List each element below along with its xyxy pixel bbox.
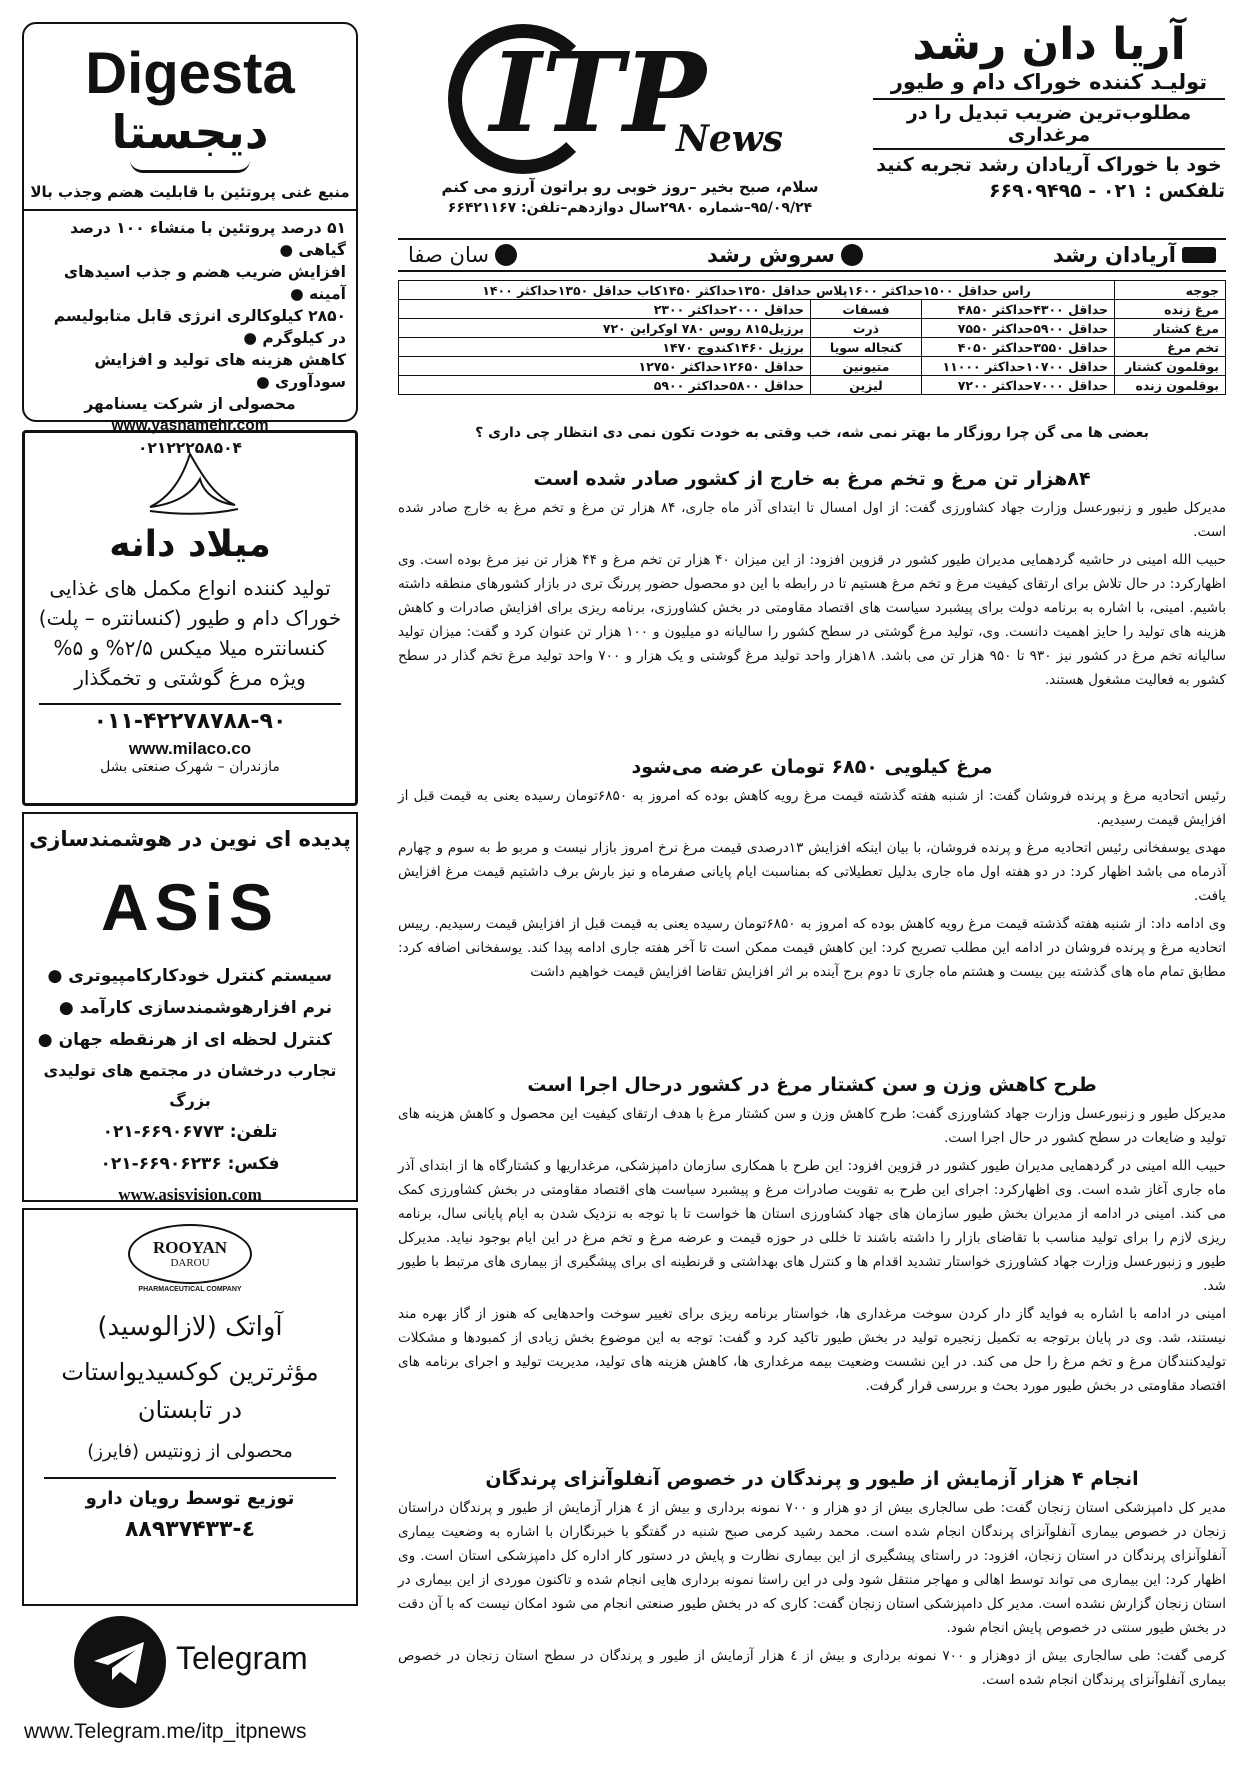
price-label: مرغ زنده [1115, 300, 1226, 319]
company-fax: تلفکس : ۰۲۱ - ۶۶۹۰۹۴۹۵ [988, 180, 1225, 202]
table-row [399, 357, 1226, 376]
asis-experience: تجارب درخشان در مجتمع های تولیدی بزرگ [43, 1061, 337, 1110]
soroush-logo-icon [841, 244, 863, 266]
price-value: حداقل ۷۰۰۰حداکثر ۷۲۰۰ [922, 376, 1115, 395]
article-paragraph: رئیس اتحادیه مرغ و پرنده فروشان گفت: از شنبه هفته گذشته قیمت مرغ رویه کاهش بوده که امروز به ۶۸۵۰تومان رسیده یعنی به قیمت قبل از افزایش قیمت رسیدیم. [398, 788, 1226, 828]
greeting-line: سلام، صبح بخیر –روز خوبی رو براتون آرزو می کنم [441, 178, 819, 196]
digesta-logo-fa: دیجستا [111, 105, 269, 159]
article-3 [398, 1074, 1226, 1398]
article-paragraph: حبیب الله امینی در حاشیه گردهمایی مدیران طیور کشور در قزوین افزود: از این میزان ۴۰ هزار تن تخم مرغ و ۴۴ هزار تن نیز مرغ بوده است. وی اظهارکرد: در حال تلاش برای ارتقای کیفیت مرغ و تخم مرغ هستیم تا در رابطه با این دو محصول حضور پررنگ تری در بازار کشورهای منطقه داشته باشیم. امینی، با اشاره به برنامه دولت برای پیشبرد سیاست های اقتصاد مقاومتی در بخش کشاورزی، برنامه ریزی برای افزایش صادرات و کاهش هزینه های تولید را حایز اهمیت دانست. وی، تولید مرغ گوشتی در سطح کشور را سالیانه دو میلیون و ۱۰۰ هزار تن عنوان کرد و گفت: میزان تولید سالیانه تخم مرغ در کشور نیز ۹۳۰ تا ۹۵۰ هزار تن می باشد. ۱۸هزار واحد تولید مرغ گوشتی و یک هزار و ۷۰۰ واحد تولید مرغ تخم گذار در سطح کشور به فعالیت مشغول هستند. [398, 552, 1227, 688]
article-paragraph: مدیرکل طیور و زنبورعسل وزارت جهاد کشاورزی گفت: از اول امسال تا ابتدای آذر ماه جاری، ۸۴ هزار تن مرغ و تخم مرغ به خارج صادر شده است. [398, 500, 1226, 540]
slogan-line-1: مطلوب‌ترین ضریب تبدیل را در مرغداری [873, 98, 1225, 150]
asis-fax: فکس: ۶۶۹۰۶۲۳۶-۰۲۱ [100, 1154, 280, 1174]
asis-bullet: نرم افزارهوشمندسازی کارآمد ● [24, 992, 332, 1024]
price-value: برزیل۸۱۵ روس ۷۸۰ اوکراین ۷۲۰ [399, 319, 811, 338]
telegram-icon [72, 1614, 168, 1710]
price-label: تخم مرغ [1115, 338, 1226, 357]
table-row [399, 300, 1226, 319]
logo-news: News [676, 118, 784, 160]
milad-url[interactable]: www.milaco.co [128, 739, 252, 758]
rooyan-maker: محصولی از زونتیس (فایرز) [87, 1441, 293, 1462]
aryadan-logo-icon [1182, 247, 1216, 263]
sponsor-soroush: سروش رشد [707, 243, 863, 267]
article-paragraph: وی ادامه داد: از شنبه هفته گذشته قیمت مرغ رویه کاهش بوده که امروز به ۶۸۵۰تومان رسیده یعنی به قیمت قبل از افزایش قیمت رسیدیم. رییس اتحادیه مرغ و پرنده فروشان در ادامه این مطلب تصریح کرد: این کاهش قیمت ممکن است تا آخر هفته جاری ادامه پیدا کند. یوسفخانی اضافه کرد: مطابق تمام ماه های گذشته بین بیست و هشتم ماه جاری تا دوم برج آینده بر اثر افزایش تقاضا افزایش قیمت خواهیم داشت [398, 916, 1226, 980]
itp-news-logo [440, 20, 840, 180]
price-label: بوقلمون زنده [1115, 376, 1226, 395]
price-table [398, 280, 1226, 395]
rooyan-logo-tag: PHARMACEUTICAL COMPANY [138, 1286, 242, 1293]
sponsor-aryadan: آریادان رشد [1053, 243, 1216, 267]
ad-asis [22, 812, 358, 1202]
rooyan-distribution: توزیع توسط رویان دارو [85, 1488, 295, 1509]
sansafa-logo-icon [495, 244, 517, 266]
table-row [399, 319, 1226, 338]
milad-desc-2: خوراک دام و طیور (کنسانتره – پلت) [38, 606, 342, 630]
digesta-bullet: ۵۱ درصد پروتئین با منشاء ۱۰۰ درصد گیاهی ● [34, 217, 346, 261]
digesta-bullet: افزایش ضریب هضم و جذب اسیدهای آمینه ● [34, 261, 346, 305]
rooyan-logo-sub: DAROU [170, 1257, 210, 1269]
article-title: ۸۴هزار تن مرغ و تخم مرغ به خارج از کشور صادر شده است [533, 468, 1091, 490]
asis-logo: ASiS [100, 870, 280, 944]
milad-phone: ۰۱۱-۴۲۲۷۸۷۸۸-۹۰ [93, 709, 287, 734]
price-label: فسفات [811, 300, 922, 319]
article-paragraph: مهدی یوسفخانی رئیس اتحادیه مرغ و پرنده فروشان، با بیان اینکه افزایش ۱۳درصدی قیمت مرغ نرخ امروز بازار نیست و مربو ط به سوم و چهارم آذرماه می باشد اظهار کرد: در دو هفته اول ماه جاری بدلیل تعطیلاتی که بمناسبت ایام پایانی صفرماه و نیز بارش برف داشتیم قیمت مرغ افزایش یافت. [398, 840, 1227, 904]
sponsor-bar [398, 238, 1226, 272]
company-desc: تولیـد کننده خوراک دام و طیور [890, 70, 1208, 94]
asis-title: پدیده ای نوین در هوشمندسازی [29, 827, 351, 851]
telegram-label: Telegram [176, 1640, 308, 1676]
table-row [399, 338, 1226, 357]
table-row [399, 376, 1226, 395]
price-label: جوجه [1115, 281, 1226, 300]
ad-digesta [22, 22, 358, 457]
article-paragraph: حبیب الله امینی در گردهمایی مدیران طیور کشور در قزوین افزود: این طرح با همکاری سازمان دامپزشکی، مرغداریها و کشتارگاه ها از ابتدای آذر ماه جاری آغاز شده است. وی اظهارکرد: اجرای این طرح به تقویت صادرات مرغ و پیشبرد سیاست های اقتصاد مقاومتی در بخش کشاورزی کمک می کند. امینی در ادامه از مدیران بخش طیور سازمان های جهاد کشاورزی استان ها خواست تا با توجه به نزدیک شدن به ایام پایانی سال، برنامه ریزی لازم را برای تولید مناسب با تقاضای بازار را داشته باشند تا خللی در حوزه قیمت و عرضه مرغ و تخم مرغ در این ایام بوجود نیاید. مدیرکل طیور و زنبورعسل وزارت جهاد کشاورزی خواستار تشدید اقدام ها و کنترل های بهداشتی و قرنطینه ای برای پیشگیری از بیماری های مرتبط با طیور شد. [398, 1158, 1226, 1294]
digesta-bullet: ۲۸۵۰ کیلوکالری انرژی قابل متابولیسم در کیلوگرم ● [34, 305, 346, 349]
milad-desc-3: کنسانتره میلا میکس ۲/۵% و ۵% [53, 636, 327, 660]
article-1 [398, 468, 1226, 692]
digesta-smile-icon [130, 160, 250, 173]
price-value: حداقل ۵۹۰۰حداکثر ۷۵۵۰ [922, 319, 1115, 338]
sponsor-sansafa: سان صفا [408, 243, 517, 267]
rooyan-phone: ۸۸۹۳۷۴۳۳-٤ [125, 1517, 255, 1542]
price-value: حداقل ۵۸۰۰حداکثر ۵۹۰۰ [399, 376, 811, 395]
digesta-maker: محصولی از شرکت یسنامهر [84, 395, 296, 413]
article-4 [398, 1468, 1226, 1692]
price-label: ذرت [811, 319, 922, 338]
price-value: حداقل ۱۰۷۰۰حداکثر ۱۱۰۰۰ [922, 357, 1115, 376]
price-value: حداقل ۳۵۵۰حداکثر ۴۰۵۰ [922, 338, 1115, 357]
rooyan-line-2: در تابستان [137, 1396, 243, 1424]
article-paragraph: امینی در ادامه با اشاره به فواید گاز دار کردن سوخت مرغداری ها، خواستار برنامه ریزی برای تغییر سوخت واحدهایی که هنوز از گاز بهره مند نیستند، شد. وی در پایان برتوجه به تکمیل زنجیره تولید در بخش طیور تاکید کرد و گفت: توجه به این موضوع بخش زیادی از کمبودها و مشکلات تولیدکنندگان مرغ و تخم مرغ را حل می کند. در این نشست وضعیت بیمه مرغداری ها، کاهش هزینه های تولید، مدیریت تولید و اجرای برنامه های اقتصاد مقاومتی در بخش طیور مورد بحث و بررسی قرار گرفت. [398, 1306, 1226, 1394]
asis-bullet: سیستم کنترل خودکارکامپیوتری ● [24, 960, 332, 992]
price-label: بوقلمون کشتار [1115, 357, 1226, 376]
milad-desc-4: ویژه مرغ گوشتی و تخمگذار [74, 666, 306, 690]
digesta-bullet: کاهش هزینه های تولید و افزایش سودآوری ● [34, 349, 346, 393]
asis-bullet: کنترل لحظه ای از هرنقطه جهان ● [24, 1024, 332, 1056]
price-label: لیزین [811, 376, 922, 395]
company-name: آریا دان رشد [912, 19, 1186, 70]
price-value: حداقل ۱۲۶۵۰حداکثر ۱۲۷۵۰ [399, 357, 811, 376]
telegram-badge[interactable] [72, 1610, 342, 1716]
table-row [399, 281, 1226, 300]
masthead-company [873, 20, 1225, 240]
price-value: حداقل ۲۰۰۰حداکثر ۲۳۰۰ [399, 300, 811, 319]
tagline: بعضی ها می گن چرا روزگار ما بهتر نمی شه، خب وقتی به خودت تکون نمی دی انتظار چی داری ؟ [475, 425, 1149, 441]
digesta-tagline: منبع غنی پروتئین با قابلیت هضم وجذب بالا [30, 183, 350, 201]
crane-bird-icon [130, 449, 250, 519]
slogan-line-2: خود با خوراک آریادان رشد تجربه کنید [876, 154, 1222, 176]
milad-logo: میلاد دانه [109, 524, 271, 565]
ad-rooyan-darou [22, 1208, 358, 1606]
rooyan-line-1: مؤثرترین کوکسیدیواستات [61, 1358, 319, 1386]
price-label: کنجاله سویا [811, 338, 922, 357]
logo-itp: ITP [490, 28, 707, 157]
rooyan-logo-text: ROOYAN [153, 1238, 227, 1257]
article-title: طرح کاهش وزن و سن کشتار مرغ در کشور درحال اجرا است [527, 1074, 1097, 1096]
ad-milad-daneh [22, 430, 358, 806]
article-title: مرغ کیلویی ۶۸۵۰ تومان عرضه می‌شود [631, 756, 993, 778]
price-label: متیونین [811, 357, 922, 376]
article-2 [398, 756, 1226, 984]
price-value: حداقل ۴۳۰۰حداکثر ۴۸۵۰ [922, 300, 1115, 319]
price-value: برزیل ۱۴۶۰کندوج ۱۴۷۰ [399, 338, 811, 357]
article-title: انجام ۴ هزار آزمایش از طیور و پرندگان در خصوص آنفلوآنزای پرندگان [485, 1468, 1139, 1490]
rooyan-product: آواتک (لازالوسید) [97, 1312, 283, 1342]
price-label: مرغ کشتار [1115, 319, 1226, 338]
telegram-url[interactable]: www.Telegram.me/itp_itpnews [24, 1720, 307, 1743]
asis-phone: تلفن: ۶۶۹۰۶۷۷۳-۰۲۱ [102, 1122, 278, 1142]
issue-line: ۹۵/۰۹/۲۴–شماره ۲۹۸۰سال دوازدهم–تلفن: ۶۶۴۲۱۱۶۷ [447, 200, 813, 216]
milad-desc-1: تولید کننده انواع مکمل های غذایی [49, 576, 331, 600]
digesta-url[interactable]: www.yasnamehr.com [111, 417, 269, 434]
milad-address: مازندران – شهرک صنعتی بشل [100, 759, 280, 775]
article-paragraph: کرمی گفت: طی سالجاری بیش از دوهزار و ۷۰۰ نمونه برداری و بیش از ٤ هزار آزمایش از طیور و پرندگان در سطح استان زنجان در خصوص بیماری آنفلوآنزای پرندگان انجام شده است. [398, 1648, 1226, 1688]
digesta-logo-en: Digesta [85, 41, 295, 106]
article-paragraph: مدیر کل دامپزشکی استان زنجان گفت: طی سالجاری بیش از دو هزار و ۷۰۰ نمونه برداری و بیش از ٤ هزار آزمایش از طیور و پرندگان دراستان زنجان در خصوص بیماری آنفلوآنزای پرندگان انجام شده است. محمد رشید کرمی صبح شنبه در گفتگو با خبرنگاران با اشاره به وضعیت بیماری آنفلوآنزای پرندگان در استان زنجان، افزود: در راستای پیشگیری از این بیماری نظارت و پایش در دستور کار اداره کل دامپزشکی استان است. وی اظهار کرد: این بیماری می تواند توسط اهالی و مهاجر منتقل شود ولی در این راستا نمونه برداری هایی انجام شده و تاکنون موردی از این بیماری در استان زنجان گزارش نشده است. مدیر کل دامپزشکی استان زنجان گفت: کاری که در بخش طیور صنعتی انجام می شود امکان نیست که با آن دقت در بخش طیور سنتی در خصوص پایش انجام شود. [398, 1500, 1226, 1636]
price-value: راس حداقل ۱۵۰۰حداکثر ۱۶۰۰پلاس حداقل ۱۳۵۰حداکثر ۱۴۵۰کاب حداقل ۱۳۵۰حداکثر ۱۴۰۰ [399, 281, 1115, 300]
digesta-phone: ۰۲۱۲۲۲۵۸۵۰۴ [137, 439, 243, 457]
rooyan-logo [128, 1224, 252, 1284]
asis-url[interactable]: www.asisvision.com [118, 1185, 262, 1204]
article-paragraph: مدیرکل طیور و زنبورعسل وزارت جهاد کشاورزی گفت: طرح کاهش وزن و سن کشتار مرغ با هدف ارتقای کیفیت این محصول و کاهش هزینه های تولید و ضایعات در سطح کشور در حال اجرا است. [398, 1106, 1226, 1146]
